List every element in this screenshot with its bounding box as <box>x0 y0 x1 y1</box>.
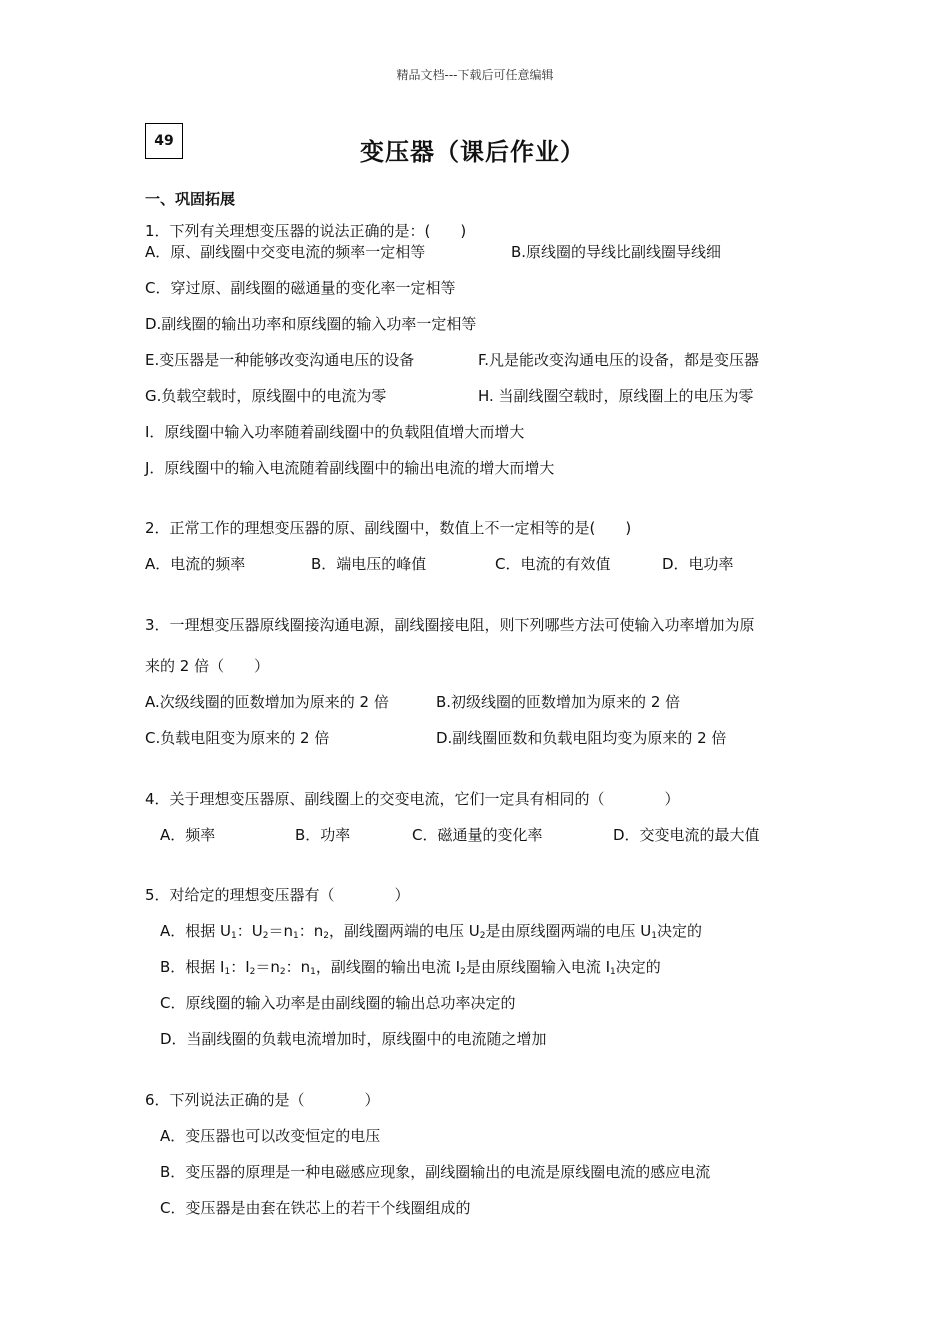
q2-option-b: B．端电压的峰值 <box>311 555 427 573</box>
q1-option-j: J．原线圈中的输入电流随着副线圈中的输出电流的增大而增大 <box>145 459 555 477</box>
q4-option-b: B．功率 <box>295 826 351 844</box>
q1-option-a: A．原、副线圈中交变电流的频率一定相等 <box>145 243 426 261</box>
doc-number-box: 49 <box>145 123 183 159</box>
q1-option-i: I．原线圈中输入功率随着副线圈中的负载阻值增大而增大 <box>145 423 525 441</box>
q6-option-c: C．变压器是由套在铁芯上的若干个线圈组成的 <box>160 1199 471 1217</box>
section-heading: 一、巩固拓展 <box>145 190 236 208</box>
q4-option-c: C．磁通量的变化率 <box>412 826 543 844</box>
q1-option-d: D.副线圈的输出功率和原线圈的输入功率一定相等 <box>145 315 477 333</box>
q2-option-c: C．电流的有效值 <box>495 555 611 573</box>
q2-option-a: A．电流的频率 <box>145 555 246 573</box>
q5-stem: 5．对给定的理想变压器有（ ） <box>145 886 410 904</box>
q1-option-c: C．穿过原、副线圈的磁通量的变化率一定相等 <box>145 279 456 297</box>
q3-option-b: B.初级线圈的匝数增加为原来的 2 倍 <box>436 693 681 711</box>
q1-option-e: E.变压器是一种能够改变沟通电压的设备 <box>145 351 415 369</box>
q2-option-d: D．电功率 <box>662 555 734 573</box>
q6-option-a: A．变压器也可以改变恒定的电压 <box>160 1127 381 1145</box>
q3-stem-line2: 来的 2 倍（ ） <box>145 657 270 675</box>
q1-stem: 1．下列有关理想变压器的说法正确的是：( ) <box>145 222 467 240</box>
q3-option-d: D.副线圈匝数和负载电阻均变为原来的 2 倍 <box>436 729 727 747</box>
q5-option-d: D．当副线圈的负载电流增加时，原线圈中的电流随之增加 <box>160 1030 547 1048</box>
q3-option-c: C.负载电阻变为原来的 2 倍 <box>145 729 330 747</box>
q4-option-a: A．频率 <box>160 826 216 844</box>
q6-option-b: B．变压器的原理是一种电磁感应现象，副线圈输出的电流是原线圈电流的感应电流 <box>160 1163 711 1181</box>
q5-option-c: C．原线圈的输入功率是由副线圈的输出总功率决定的 <box>160 994 516 1012</box>
q4-stem: 4．关于理想变压器原、副线圈上的交变电流，它们一定具有相同的（ ） <box>145 790 680 808</box>
page-header: 精品文档---下载后可任意编辑 <box>396 68 554 82</box>
q3-option-a: A.次级线圈的匝数增加为原来的 2 倍 <box>145 693 389 711</box>
q5-option-b: B．根据 $I_1$：$I_2=n_2$：$n_1$，副线圈的输出电流 $I_2$是由原线圈输入电流 $I_1$决定的 <box>160 958 661 977</box>
q1-option-h: H. 当副线圈空载时，原线圈上的电压为零 <box>478 387 754 405</box>
q1-option-g: G.负载空载时，原线圈中的电流为零 <box>145 387 387 405</box>
q1-option-b: B.原线圈的导线比副线圈导线细 <box>511 243 722 261</box>
q6-stem: 6．下列说法正确的是（ ） <box>145 1091 380 1109</box>
q1-option-f: F.凡是能改变沟通电压的设备，都是变压器 <box>478 351 759 369</box>
q3-stem-line1: 3．一理想变压器原线圈接沟通电源，副线圈接电阻，则下列哪些方法可使输入功率增加为原 <box>145 616 755 634</box>
page-title: 变压器（课后作业） <box>360 138 585 166</box>
q2-stem: 2．正常工作的理想变压器的原、副线圈中，数值上不一定相等的是( ) <box>145 519 632 537</box>
q4-option-d: D．交变电流的最大值 <box>613 826 760 844</box>
q5-option-a: A．根据 $U_1$：$U_2=n_1$：$n_2$，副线圈两端的电压 $U_2$是由原线圈两端的电压 $U_1$决定的 <box>160 922 702 941</box>
